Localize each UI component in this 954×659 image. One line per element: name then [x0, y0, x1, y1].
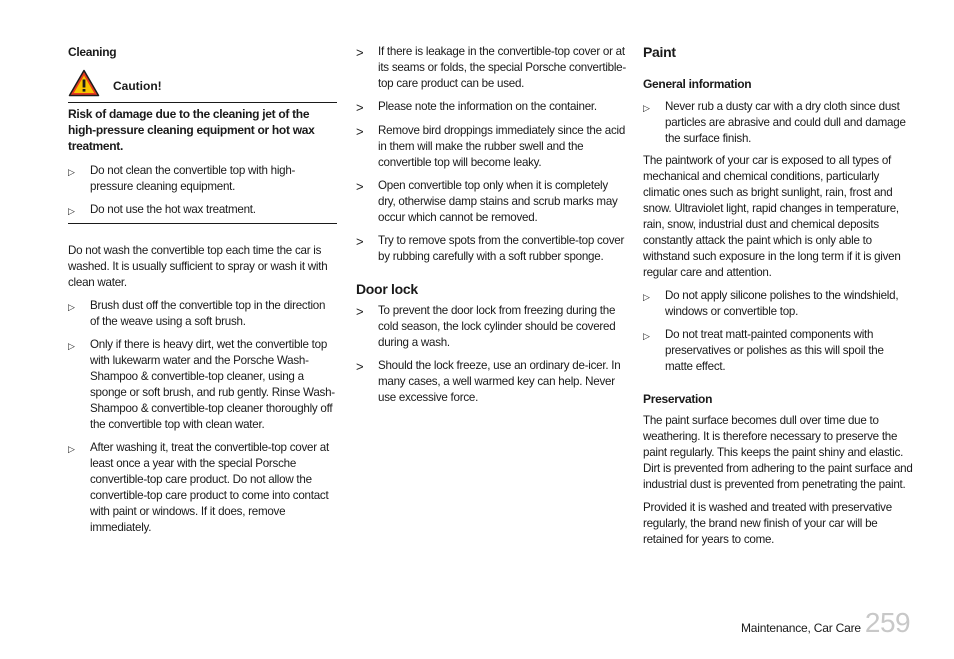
caution-label: Caution! — [113, 79, 162, 93]
greater-than-bullet-icon: > — [356, 234, 364, 249]
triangle-bullet-icon: ▷ — [643, 103, 650, 113]
column-cleaning — [68, 44, 337, 536]
list-item — [643, 99, 913, 147]
greater-than-bullet-icon: > — [356, 45, 364, 60]
paragraph-paintwork: The paintwork of your car is exposed to all types of mechanical and chemical conditions, particularly climatic ones such as bright sunlight, rain, frost and snow. Ultraviolet light, rapid changes in temperature, rain, snow, industrial dust and chemical deposits constantly attack the paint which is only able to withstand such exposure in the long term if it is given regular care and attention. — [643, 154, 901, 279]
warning-list-item — [68, 163, 337, 195]
heading-general-information: General information — [643, 77, 752, 91]
heading-door-lock: Door lock — [356, 281, 418, 297]
triangle-bullet-icon: ▷ — [643, 331, 650, 341]
list-item — [356, 303, 626, 351]
list-item — [356, 123, 626, 171]
warning-triangle-icon — [68, 69, 100, 97]
list-item — [643, 327, 913, 375]
triangle-bullet-icon: ▷ — [68, 341, 75, 351]
caution-box — [68, 68, 337, 98]
list-item — [356, 44, 626, 92]
list-item-text: Should the lock freeze, use an ordinary de-icer. In many cases, a well warmed key can help. Never use excessive force. — [378, 359, 621, 404]
caution-bottom-rule — [68, 223, 337, 224]
triangle-bullet-icon: ▷ — [643, 292, 650, 302]
heading-preservation: Preservation — [643, 392, 713, 406]
list-item-text: Please note the information on the container. — [378, 100, 597, 113]
greater-than-bullet-icon: > — [356, 179, 364, 194]
greater-than-bullet-icon: > — [356, 359, 364, 374]
list-item-text: Try to remove spots from the convertible-top cover by rubbing carefully with a soft rubber sponge. — [378, 234, 625, 263]
paragraph-wash: Do not wash the convertible top each time the car is washed. It is usually sufficient to spray or wash it with clean water. — [68, 244, 328, 289]
page-number: 259 — [864, 607, 911, 638]
list-item-text: To prevent the door lock from freezing during the cold season, the lock cylinder should be covered during a wash. — [378, 304, 616, 349]
list-item-text: Do not treat matt-painted components with preservatives or polishes as this will spoil the matte effect. — [665, 328, 884, 373]
list-item-text: If there is leakage in the convertible-top cover or at its seams or folds, the special Porsche convertible-top care product can be used. — [378, 45, 626, 90]
paragraph-preservation-1: The paint surface becomes dull over time due to weathering. It is therefore necessary to preserve the paint regularly. This keeps the paint shiny and elastic. Dirt is prevented from adhering to the paint surface and industrial dust is prevented from penetrating the paint. — [643, 414, 913, 491]
triangle-bullet-icon: ▷ — [68, 302, 75, 312]
list-item — [68, 440, 337, 536]
greater-than-bullet-icon: > — [356, 124, 364, 139]
heading-cleaning: Cleaning — [68, 45, 117, 59]
column-convertible-door — [356, 44, 626, 406]
warning-item-text: Do not use the hot wax treatment. — [90, 203, 256, 216]
list-item-text: Only if there is heavy dirt, wet the convertible top with lukewarm water and the Porsche Wash-Shampoo & convertible-top cleaner, using a sponge or soft brush, and rub gently. Rinse Wash-Shampoo & convertible-top cleaner thoroughly off the convertible top with clean water. — [90, 338, 335, 431]
list-item — [356, 358, 626, 406]
greater-than-bullet-icon: > — [356, 100, 364, 115]
greater-than-bullet-icon: > — [356, 304, 364, 319]
list-item-text: Never rub a dusty car with a dry cloth since dust particles are abrasive and could dull and damage the surface finish. — [665, 100, 906, 145]
list-item — [643, 288, 913, 320]
triangle-bullet-icon: ▷ — [68, 206, 75, 216]
list-item — [356, 178, 626, 226]
list-item-text: Remove bird droppings immediately since the acid in them will make the rubber swell and the convertible top will become leaky. — [378, 124, 626, 169]
list-item — [356, 233, 626, 265]
warning-item-text: Do not clean the convertible top with high-pressure cleaning equipment. — [90, 164, 296, 193]
warning-text: Risk of damage due to the cleaning jet of the high-pressure cleaning equipment or hot wax treatment. — [68, 107, 315, 153]
page-footer — [741, 604, 910, 638]
list-item-text: After washing it, treat the convertible-top cover at least once a year with the special Porsche convertible-top care product. Do not allow the convertible-top care product to come into contact with paint or windows. If it does, remove immediately. — [90, 441, 329, 534]
list-item-text: Do not apply silicone polishes to the windshield, windows or convertible top. — [665, 289, 899, 318]
warning-list-item — [68, 202, 337, 219]
paragraph-preservation-2: Provided it is washed and treated with preservative regularly, the brand new finish of your car will be retained for years to come. — [643, 501, 892, 546]
heading-paint: Paint — [643, 44, 676, 60]
list-item — [68, 337, 337, 433]
list-item-text: Brush dust off the convertible top in the direction of the weave using a soft brush. — [90, 299, 326, 328]
footer-section-title: Maintenance, Car Care — [741, 621, 861, 635]
list-item — [356, 99, 626, 116]
triangle-bullet-icon: ▷ — [68, 444, 75, 454]
list-item-text: Open convertible top only when it is completely dry, otherwise damp stains and scrub marks may occur which cannot be removed. — [378, 179, 618, 224]
column-paint — [643, 44, 913, 548]
list-item — [68, 298, 337, 330]
triangle-bullet-icon: ▷ — [68, 167, 75, 177]
